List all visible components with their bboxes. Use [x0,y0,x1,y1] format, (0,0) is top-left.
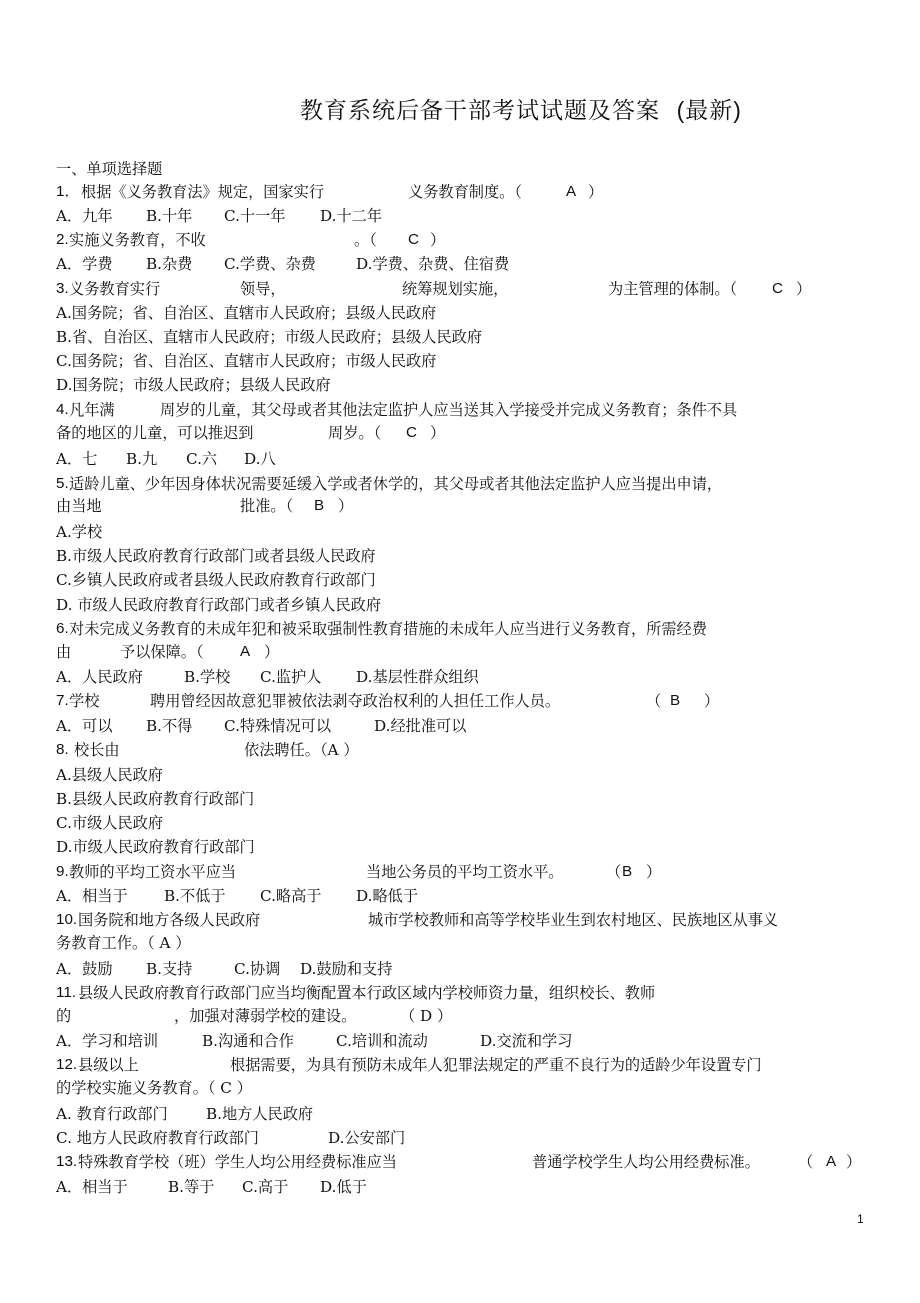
option-3c: C.国务院；省、自治区、直辖市人民政府；市级人民政府 [56,352,437,370]
document-page: 教育系统后备干部考试试题及答案 (最新) 一、单项选择题 1． 根据《义务教育法》规定，国家实行 义务教育制度。（ A ） A．九年 B.十年 C.十一年 D.十二年 2. 实施义务教育，不收 。（ C ） A．学费 B.杂费 C.学费、杂费 D.学费、杂费、住宿费 3. 义务教育实行 领导， 统筹规划实施， 为主管理的体制。（ C ） A.国务院；省、自治区、直辖市人民政府；县级人民政府 B.省、自治区、直辖市人民政府；市级人民政府；县级人民政府 C.国务院；省、自治区、直辖市人民政府；市级人民政府 D.国务院；市级人民政府；县级人民政府 4. 凡年满 周岁的儿童，其父母或者其他法定监护人应当送其入学接受并完成义务教育；条件不具 备的地区的儿童，可以推迟到 周岁。（ C ） A．七 B.九 C.六 D.八 5. 适龄儿童、少年因身体状况需要延缓入学或者休学的，其父母或者其他法定监护人应当提出申请， 由当地 批准。（ B ） A.学校 B.市级人民政府教育行政部门或者县级人民政府 C.乡镇人民政府或者县级人民政府教育行政部门 D. 市级人民政府教育行政部门或者乡镇人民政府 6. 对未完成义务教育的未成年犯和被采取强制性教育措施的未成年人应当进行义务教育，所需经费 由 予以保障。（ A ） A．人民政府 B.学校 C.监护人 D.基层性群众组织 7. 学校 聘用曾经因故意犯罪被依法剥夺政治权利的人担任工作人员。 （ B ） A．可以 B.不得 C.特殊情况可以 D.经批准可以 8. 校长由 依法聘任。（A ） A.县级人民政府 B.县级人民政府教育行政部门 C.市级人民政府 D.市级人民政府教育行政部门 9. 教师的平均工资水平应当 当地公务员的平均工资水平。 （ B ） A．相当于 B.不低于 C.略高于 D.略低于 10. 国务院和地方各级人民政府 城市学校教师和高等学校毕业生到农村地区、民族地区从事义 务教育工作。（ A ） A．鼓励 B.支持 C.协调 D.鼓励和支持 11. 县级人民政府教育行政部门应当均衡配置本行政区域内学校师资力量，组织校长、教师 的 ，加强对薄弱学校的建设。 （ D ） A．学习和培训 B.沟通和合作 C.培训和流动 D.交流和学习 12. 县级以上 根据需要，为具有预防未成年人犯罪法规定的严重不良行为的适龄少年设置专门 的学校实施义务教育。（ C ） A. 教育行政部门 B.地方人民政府 C. 地方人民政府教育行政部门 D.公安部门 13. 特殊教育学校（班）学生人均公用经费标准应当 普通学校学生人均公用经费标准。 （ A ） A．相当于 B.等于 C.高于 D.低于 1 [0,0,920,1303]
answer: B [670,692,681,709]
title-tag: (最新) [676,97,742,123]
answer: C [772,280,783,297]
option-3d: D.国务院；市级人民政府；县级人民政府 [56,376,331,394]
question-12-cont: 的学校实施义务教育。（ C ） [56,1079,252,1097]
answer: C [408,231,419,248]
option-5a: A.学校 [56,523,103,541]
answer: A [826,1153,837,1170]
option-5c: C.乡镇人民政府或者县级人民政府教育行政部门 [56,571,376,589]
answer: A [566,183,577,200]
question-10-cont: 务教育工作。（ A ） [56,934,191,952]
answer: B [622,863,633,880]
title-text: 教育系统后备干部考试试题及答案 [300,98,660,124]
option-3a: A.国务院；省、自治区、直辖市人民政府；县级人民政府 [56,304,437,322]
option-8d: D.市级人民政府教育行政部门 [56,838,255,856]
page-number: 1 [857,1212,864,1226]
option-8b: B.县级人民政府教育行政部门 [56,790,255,808]
option-8c: C.市级人民政府 [56,814,164,832]
answer: C [406,424,417,441]
option-5b: B.市级人民政府教育行政部门或者县级人民政府 [56,547,376,565]
answer: A [240,643,251,660]
document-title [300,92,742,125]
option-8a: A.县级人民政府 [56,766,163,784]
option-5d: D. 市级人民政府教育行政部门或者乡镇人民政府 [56,596,382,614]
answer: B [314,497,325,514]
section-heading: 一、单项选择题 [56,160,163,178]
option-3b: B.省、自治区、直辖市人民政府；市级人民政府；县级人民政府 [56,328,483,346]
